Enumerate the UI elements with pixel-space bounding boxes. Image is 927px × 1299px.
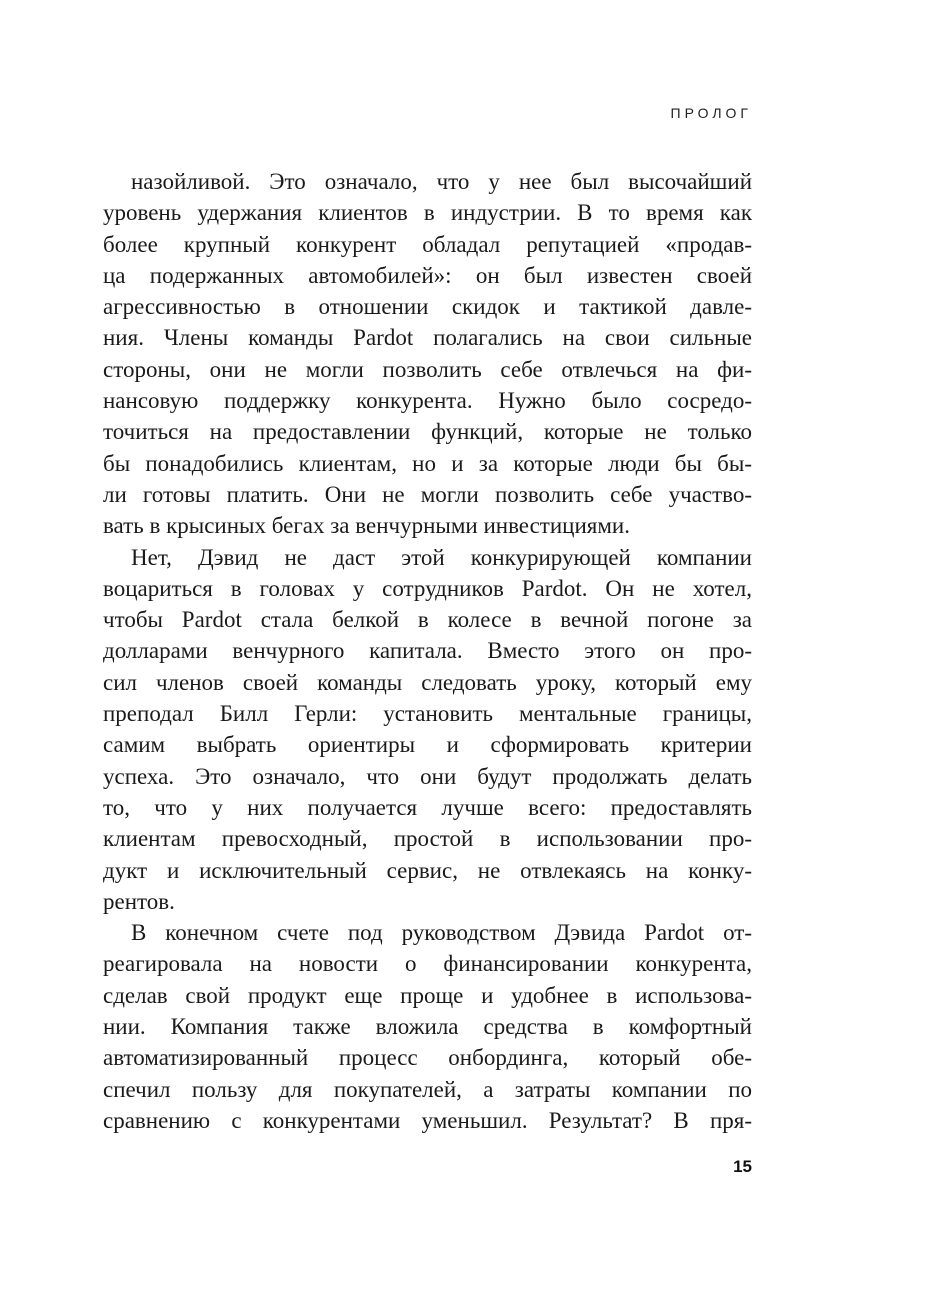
text-line: ца подержанных автомобилей»: он был известен своей	[103, 262, 752, 288]
text-line: долларами венчурного капитала. Вместо этого он про-	[103, 638, 752, 664]
text-line: стороны, они не могли позволить себе отвлечься на фи-	[103, 356, 752, 382]
text-line: агрессивностью в отношении скидок и тактикой давле-	[103, 294, 752, 320]
text-line: чтобы Pardot стала белкой в колесе в вечной погоне за	[103, 607, 752, 633]
text-line: нансовую поддержку конкурента. Нужно было сосредо-	[103, 388, 752, 414]
text-line: нии. Компания также вложила средства в комфортный	[103, 1014, 752, 1040]
text-line: сравнению с конкурентами уменьшил. Результат? В пря-	[103, 1107, 752, 1133]
running-header: ПРОЛОГ	[670, 105, 752, 121]
text-line: то, что у них получается лучше всего: предоставлять	[103, 794, 752, 820]
text-line: автоматизированный процесс онбординга, который обе-	[103, 1045, 752, 1071]
text-line: сил членов своей команды следовать уроку, который ему	[103, 669, 752, 695]
text-line: точиться на предоставлении функций, которые не только	[103, 419, 752, 445]
text-line: ния. Члены команды Pardot полагались на свои сильные	[103, 325, 752, 351]
text-line: успеха. Это означало, что они будут продолжать делать	[103, 763, 752, 789]
text-line: дукт и исключительный сервис, не отвлекаясь на конку-	[103, 857, 752, 883]
text-line: сделав свой продукт еще проще и удобнее в использова-	[103, 982, 752, 1008]
text-line: Нет, Дэвид не даст этой конкурирующей компании	[131, 544, 752, 570]
text-line: рентов.	[103, 888, 175, 914]
text-line: более крупный конкурент обладал репутацией «продав-	[103, 231, 752, 257]
paragraph	[103, 542, 752, 918]
text-line: ли готовы платить. Они не могли позволить себе участво-	[103, 481, 752, 507]
text-line: преподал Билл Герли: установить ментальные границы,	[103, 701, 752, 727]
text-line: клиентам превосходный, простой в использовании про-	[103, 826, 752, 852]
text-line: спечил пользу для покупателей, а затраты компании по	[103, 1076, 752, 1102]
text-line: В конечном счете под руководством Дэвида Pardot от-	[131, 920, 752, 946]
page-number: 15	[733, 1157, 752, 1176]
text-line: назойливой. Это означало, что у нее был высочайший	[131, 169, 752, 194]
text-line: реагировала на новости о финансировании конкурента,	[103, 951, 752, 977]
text-line: бы понадобились клиентам, но и за которые люди бы бы-	[103, 450, 752, 476]
paragraph	[103, 166, 752, 542]
text-line: воцариться в головах у сотрудников Pardot. Он не хотел,	[103, 575, 752, 601]
text-line: уровень удержания клиентов в индустрии. В то время как	[103, 200, 752, 226]
body-text	[103, 166, 752, 1136]
text-line: самим выбрать ориентиры и сформировать критерии	[103, 732, 752, 758]
text-line: вать в крысиных бегах за венчурными инвестициями.	[103, 513, 630, 539]
paragraph	[103, 917, 752, 1136]
